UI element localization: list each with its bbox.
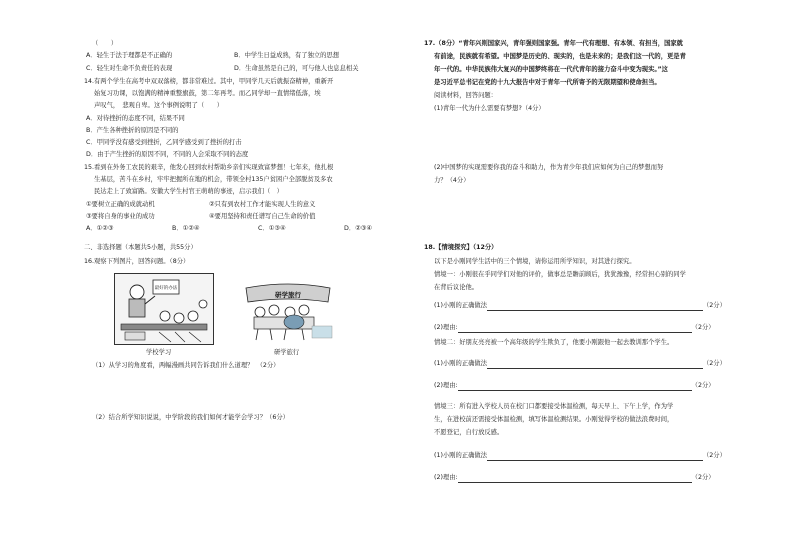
scenario-3-line-1: 情境三：所有进入学校人员在校门口都要接受体温检测，每天早上、下午上学，作为学 (434, 403, 674, 410)
scenario-3-line-2: 生，在进校前还需接受体温检测，填写体温检测结果。小刚觉得学校的做法浪费时间， (434, 416, 674, 423)
q13-paren: （ ） (92, 40, 118, 47)
q15-item-1: ①要树立正确的成就动机 (86, 201, 155, 208)
scenario-3-line-3: 不愿登记，自行放反感。 (434, 429, 504, 436)
scenario-3-answer-2-label: (2)理由: (434, 474, 458, 481)
scenario-1-text: 情境一：小刚很在乎同学们对他的评价，做事总是瞻前顾后，犹犹豫豫，经常担心别的同学 (434, 271, 686, 278)
q14-option-d: D．由于产生挫折的原因不同，不同的人会采取不同的态度 (86, 151, 249, 158)
q15-item-4: ④要用坚持和责任谱写自己生命的价值 (209, 213, 316, 220)
q17-part-2-line-1: (2)中国梦的实现需要你我的奋斗和助力，作为青少年我们应如何为自己的梦想而努 (434, 164, 664, 171)
q17-part-1: (1)青年一代为什么需要有梦想?（4分） (434, 105, 545, 112)
scenario-2-line-1: 情境二：好朋友亮亮被一个高年级的学生欺负了，他要小刚跟他一起去教训那个学生。 (434, 339, 674, 346)
q15-line-1: 15.看到在外务工农民的艰辛，他发心回到农村帮助乡亲们实现致富梦想！七年来，他扎根 (84, 164, 334, 171)
scenario-3-answer-1-points: （2分） (703, 452, 726, 459)
scenario-2-answer-1 (434, 360, 726, 369)
q15-item-3: ③要将自身的事业的成功 (86, 213, 155, 220)
cartoon-sign-text: 最好的办法 (154, 286, 178, 291)
scenario-1-answer-1 (434, 302, 726, 311)
q17-line-4: 是习近平总书记在党的十九大报告中对于青年一代所寄予的无限期望和使命担当。 (434, 79, 661, 86)
q16-part-2: （2）结合所学知识说说，中学阶段的我们如何才能学会学习？（6分） (92, 414, 289, 421)
scenario-3-answer-1 (434, 452, 726, 461)
cartoon-school-study (114, 273, 214, 345)
q15-option-c: C．①③④ (258, 225, 286, 232)
q15-item-2: ②只有到农村工作才能实现人生的意义 (209, 201, 316, 208)
cartoon-study-tour (242, 282, 334, 342)
scenario-1-answer-1-points: （2分） (703, 302, 726, 309)
q15-option-d: D．②③④ (344, 225, 373, 232)
q15-option-b: B．①②④ (172, 225, 200, 232)
cartoon-study-tour-drawing (242, 282, 334, 342)
q16-stem: 16.观察下列图片，回答问题。（8分） (84, 258, 190, 265)
q17-line-3: 年一代的。中华民族伟大复兴的中国梦终将在一代代青年的接力奋斗中变为现实。”这 (434, 66, 668, 73)
scenario-3-answer-1-label: (1)小刚的正确做法 (434, 452, 487, 459)
q13-option-c: C．轻生对生命不负责任的表现 (86, 65, 173, 72)
q14-line-1: 14.有两个学生在高考中双双落榜，都非常难过。其中，甲同学几天后就振奋精神，重新开 (84, 78, 334, 85)
q15-line-3: 民达走上了致富路。安徽大学生村官王萌萌的事迹，启示我们（ ） (94, 188, 283, 195)
scenario-1-answer-2-label: (2)理由: (434, 324, 458, 331)
scenario-2-answer-1-label: (1)小刚的正确做法 (434, 360, 487, 367)
scenario-3-answer-2-blank[interactable] (458, 482, 692, 483)
section-2-heading: 二、非选择题（本题共5小题，共55分） (84, 244, 197, 251)
q15-option-a: A．①②③ (86, 225, 114, 232)
scenario-1-answer-2 (434, 324, 715, 333)
scenario-1-answer-1-blank[interactable] (487, 310, 703, 311)
q17-line-1: 17.（8分）“青年兴则国家兴，青年强则国家强。青年一代有理想、有本领、有担当，国家就 (424, 40, 683, 47)
q14-line-3: 声叹气， 悲观自卑。这个事例说明了（ ） (94, 102, 224, 109)
scenario-1-answer-2-blank[interactable] (458, 332, 692, 333)
banner-text: 研学旅行 (275, 291, 301, 299)
q14-option-c: C．甲同学没有感受到挫折，乙同学感受到了挫折的打击 (86, 139, 242, 146)
caption-study-tour: 研学旅行 (274, 349, 300, 356)
caption-school-study: 学校学习 (146, 349, 172, 356)
scenario-3-answer-1-blank[interactable] (487, 460, 703, 461)
q15-line-2: 生基层，苦斗在乡村，牢牢把握所在地的机会，带领全村135户贫困户全部脱贫及多农 (94, 176, 333, 183)
scenario-1-answer-1-label: (1)小刚的正确做法 (434, 302, 487, 309)
q17-part-2-line-2: 力？（4分） (434, 177, 470, 184)
scenario-1-line-2: 在背后议论他。 (434, 284, 479, 291)
scenario-1-answer-2-points: （2分） (691, 324, 715, 331)
scenario-2-answer-2-label: (2)理由: (434, 382, 458, 389)
q14-option-a: A．对待挫折的态度不同，结果不同 (86, 115, 185, 122)
q13-option-d: D．生命虽然是自己的，可与他人也息息相关 (234, 65, 359, 72)
q14-option-b: B．产生各种挫折的原因是不同的 (86, 127, 179, 134)
scenario-3-answer-2-points: （2分） (691, 474, 715, 481)
scenario-1-line-1 (434, 271, 686, 280)
q16-part-1: （1）从学习的角度看，两幅漫画共同告诉我们什么道理？ （2分） (92, 362, 280, 369)
scenario-2-answer-1-blank[interactable] (487, 368, 703, 369)
scenario-2-answer-2-blank[interactable] (458, 390, 692, 391)
scenario-2-answer-2-points: （2分） (691, 382, 715, 389)
q17-read-prompt: 阅读材料，回答问题： (434, 92, 497, 99)
scenario-2-answer-1-points: （2分） (703, 360, 726, 367)
q13-option-b: B．中学生日益成熟，有了独立的思想 (234, 52, 340, 59)
q17-line-2: 有前途，民族就有希望。中国梦是历史的、现实的，也是未来的；是我们这一代的，更是青 (434, 53, 686, 60)
cartoon-school-study-drawing (115, 274, 213, 344)
scenario-3-answer-2 (434, 474, 715, 483)
q14-line-2: 始复习功课，以饱满的精神重整旗鼓，第二年再考。而乙同学却一直情绪低落，埃 (94, 90, 321, 97)
scenario-2-answer-2 (434, 382, 715, 391)
q13-option-a: A．轻生于法于理都是不正确的 (86, 52, 173, 59)
q18-heading: 18.【情境探究】（12分） (424, 244, 498, 251)
q18-intro: 以下是小刚同学生活中的三个情境，请你运用所学知识，对其进行探究。 (434, 258, 636, 265)
